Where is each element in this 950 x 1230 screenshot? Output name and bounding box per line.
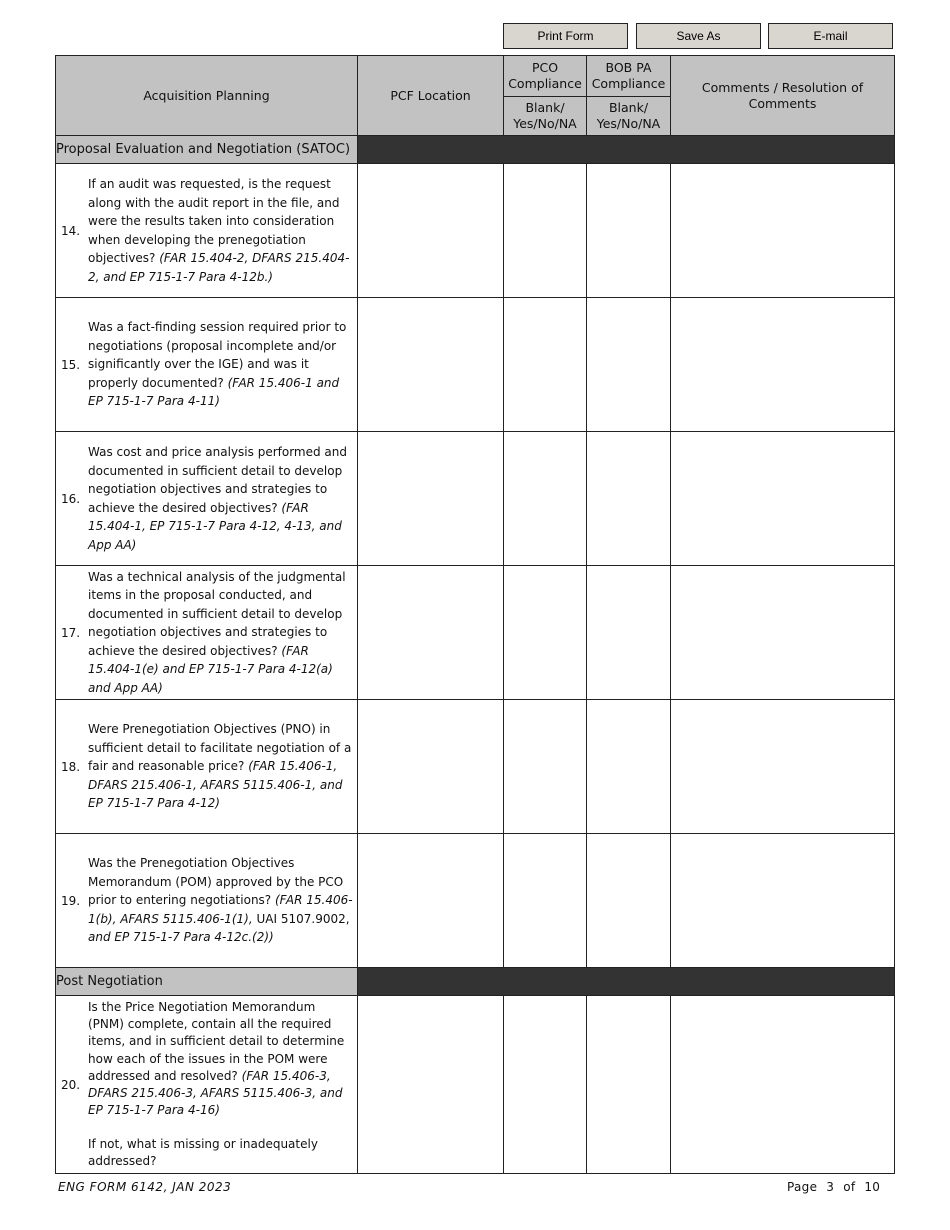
question-number: 20. [61, 1077, 81, 1092]
question-number: 19. [61, 893, 81, 908]
question-reference: (FAR 15.404-2, DFARS 215.404-2, and EP 715-1-7 Para 4-12b.) [88, 251, 350, 284]
question-text: Were Prenegotiation Objectives (PNO) in sufficient detail to facilitate negotiation of a fair and reasonable price? [88, 722, 352, 774]
question-number: 16. [61, 491, 81, 506]
comments-field[interactable] [671, 432, 895, 566]
section-bar [358, 968, 895, 996]
pco-compliance-field[interactable] [504, 834, 587, 968]
question-cell [56, 164, 358, 298]
acquisition-checklist-table [55, 55, 895, 1174]
bob-pa-compliance-field[interactable] [587, 566, 671, 700]
comments-field[interactable] [671, 700, 895, 834]
comments-field[interactable] [671, 996, 895, 1174]
question-reference-plain: UAI 5107.9002, [256, 911, 350, 926]
question-cell [56, 996, 358, 1174]
form-id: ENG FORM 6142, JAN 2023 [58, 1180, 232, 1194]
bob-pa-compliance-field[interactable] [587, 834, 671, 968]
page-total: 10 [864, 1180, 881, 1194]
question-row [56, 298, 895, 432]
question-number: 17. [61, 625, 81, 640]
question-text: Was a fact-finding session required prior to negotiations (proposal incomplete and/or significantly over the IGE) and was it properly documented? [88, 320, 347, 390]
header-comments: Comments / Resolution of Comments [671, 56, 895, 136]
comments-field[interactable] [671, 298, 895, 432]
question-cell [56, 432, 358, 566]
question-text: If an audit was requested, is the request along with the audit report in the file, and were the results taken into consideration when developing the prenegotiation objectives? [88, 177, 340, 265]
question-reference: (FAR 15.406-3, DFARS 215.406-3, AFARS 5115.406-3, and EP 715-1-7 Para 4-16) [88, 1068, 343, 1118]
question-row [56, 566, 895, 700]
section-title-post-negotiation: Post Negotiation [56, 968, 358, 996]
section-row-proposal [56, 136, 895, 164]
question-text: Was cost and price analysis performed and documented in sufficient detail to develop negotiation objectives and strategies to achieve the desired objectives? [88, 445, 348, 515]
pco-compliance-field[interactable] [504, 164, 587, 298]
bob-pa-compliance-field[interactable] [587, 298, 671, 432]
question-reference: (FAR 15.406-1, DFARS 215.406-1, AFARS 5115.406-1, and EP 715-1-7 Para 4-12) [88, 759, 343, 811]
page-indicator [787, 1180, 889, 1194]
question-cell [56, 700, 358, 834]
pcf-location-field[interactable] [358, 298, 504, 432]
question-text: Is the Price Negotiation Memorandum (PNM) complete, contain all the required items, and in sufficient detail to determine how each of the issues in the POM were addressed and resolved? [88, 1000, 345, 1083]
bob-pa-compliance-field[interactable] [587, 996, 671, 1174]
question-reference: (FAR 15.404-1, EP 715-1-7 Para 4-12, 4-13, and App AA) [88, 500, 342, 552]
question-reference: (FAR 15.406-1 and EP 715-1-7 Para 4-11) [88, 375, 340, 409]
question-text: Was a technical analysis of the judgmental items in the proposal conducted, and documented in sufficient detail to develop negotiation objectives and strategies to achieve the desired objectives? [88, 569, 346, 658]
pcf-location-field[interactable] [358, 996, 504, 1174]
print-form-button[interactable]: Print Form [503, 23, 628, 49]
pcf-location-field[interactable] [358, 566, 504, 700]
header-bob-options: Blank/ Yes/No/NA [587, 97, 671, 136]
page-label: Page [787, 1180, 818, 1194]
question-text: Was the Prenegotiation Objectives Memorandum (POM) approved by the PCO prior to entering negotiations? [88, 856, 344, 908]
header-pco-options: Blank/ Yes/No/NA [504, 97, 587, 136]
bob-pa-compliance-field[interactable] [587, 164, 671, 298]
question-row [56, 700, 895, 834]
question-reference: (FAR 15.404-1(e) and EP 715-1-7 Para 4-12(a) and App AA) [88, 643, 333, 695]
question-cell [56, 298, 358, 432]
question-number: 15. [61, 357, 81, 372]
pco-compliance-field[interactable] [504, 432, 587, 566]
header-pcf-location: PCF Location [358, 56, 504, 136]
bob-pa-compliance-field[interactable] [587, 432, 671, 566]
question-row [56, 834, 895, 968]
question-reference: and EP 715-1-7 Para 4-12c.(2)) [88, 930, 274, 945]
question-cell [56, 566, 358, 700]
bob-pa-compliance-field[interactable] [587, 700, 671, 834]
question-followup: If not, what is missing or inadequately addressed? [88, 1136, 318, 1168]
page-of-label: of [843, 1180, 856, 1194]
pco-compliance-field[interactable] [504, 700, 587, 834]
page-current: 3 [826, 1180, 835, 1194]
pco-compliance-field[interactable] [504, 298, 587, 432]
pcf-location-field[interactable] [358, 164, 504, 298]
save-as-button[interactable]: Save As [636, 23, 761, 49]
email-button[interactable]: E-mail [768, 23, 893, 49]
question-reference: (FAR 15.406-1(b), AFARS 5115.406-1(1), [88, 893, 353, 926]
comments-field[interactable] [671, 566, 895, 700]
comments-field[interactable] [671, 164, 895, 298]
pcf-location-field[interactable] [358, 700, 504, 834]
question-number: 14. [61, 223, 81, 238]
pco-compliance-field[interactable] [504, 996, 587, 1174]
header-pco-compliance: PCO Compliance [504, 56, 587, 97]
header-bob-pa-compliance: BOB PA Compliance [587, 56, 671, 97]
comments-field[interactable] [671, 834, 895, 968]
question-row [56, 996, 895, 1174]
section-row-post-negotiation [56, 968, 895, 996]
question-number: 18. [61, 759, 81, 774]
question-row [56, 432, 895, 566]
section-bar [358, 136, 895, 164]
pcf-location-field[interactable] [358, 834, 504, 968]
question-cell [56, 834, 358, 968]
pco-compliance-field[interactable] [504, 566, 587, 700]
header-acquisition-planning: Acquisition Planning [56, 56, 358, 136]
section-title-proposal: Proposal Evaluation and Negotiation (SATOC) [56, 136, 358, 164]
pcf-location-field[interactable] [358, 432, 504, 566]
question-row [56, 164, 895, 298]
